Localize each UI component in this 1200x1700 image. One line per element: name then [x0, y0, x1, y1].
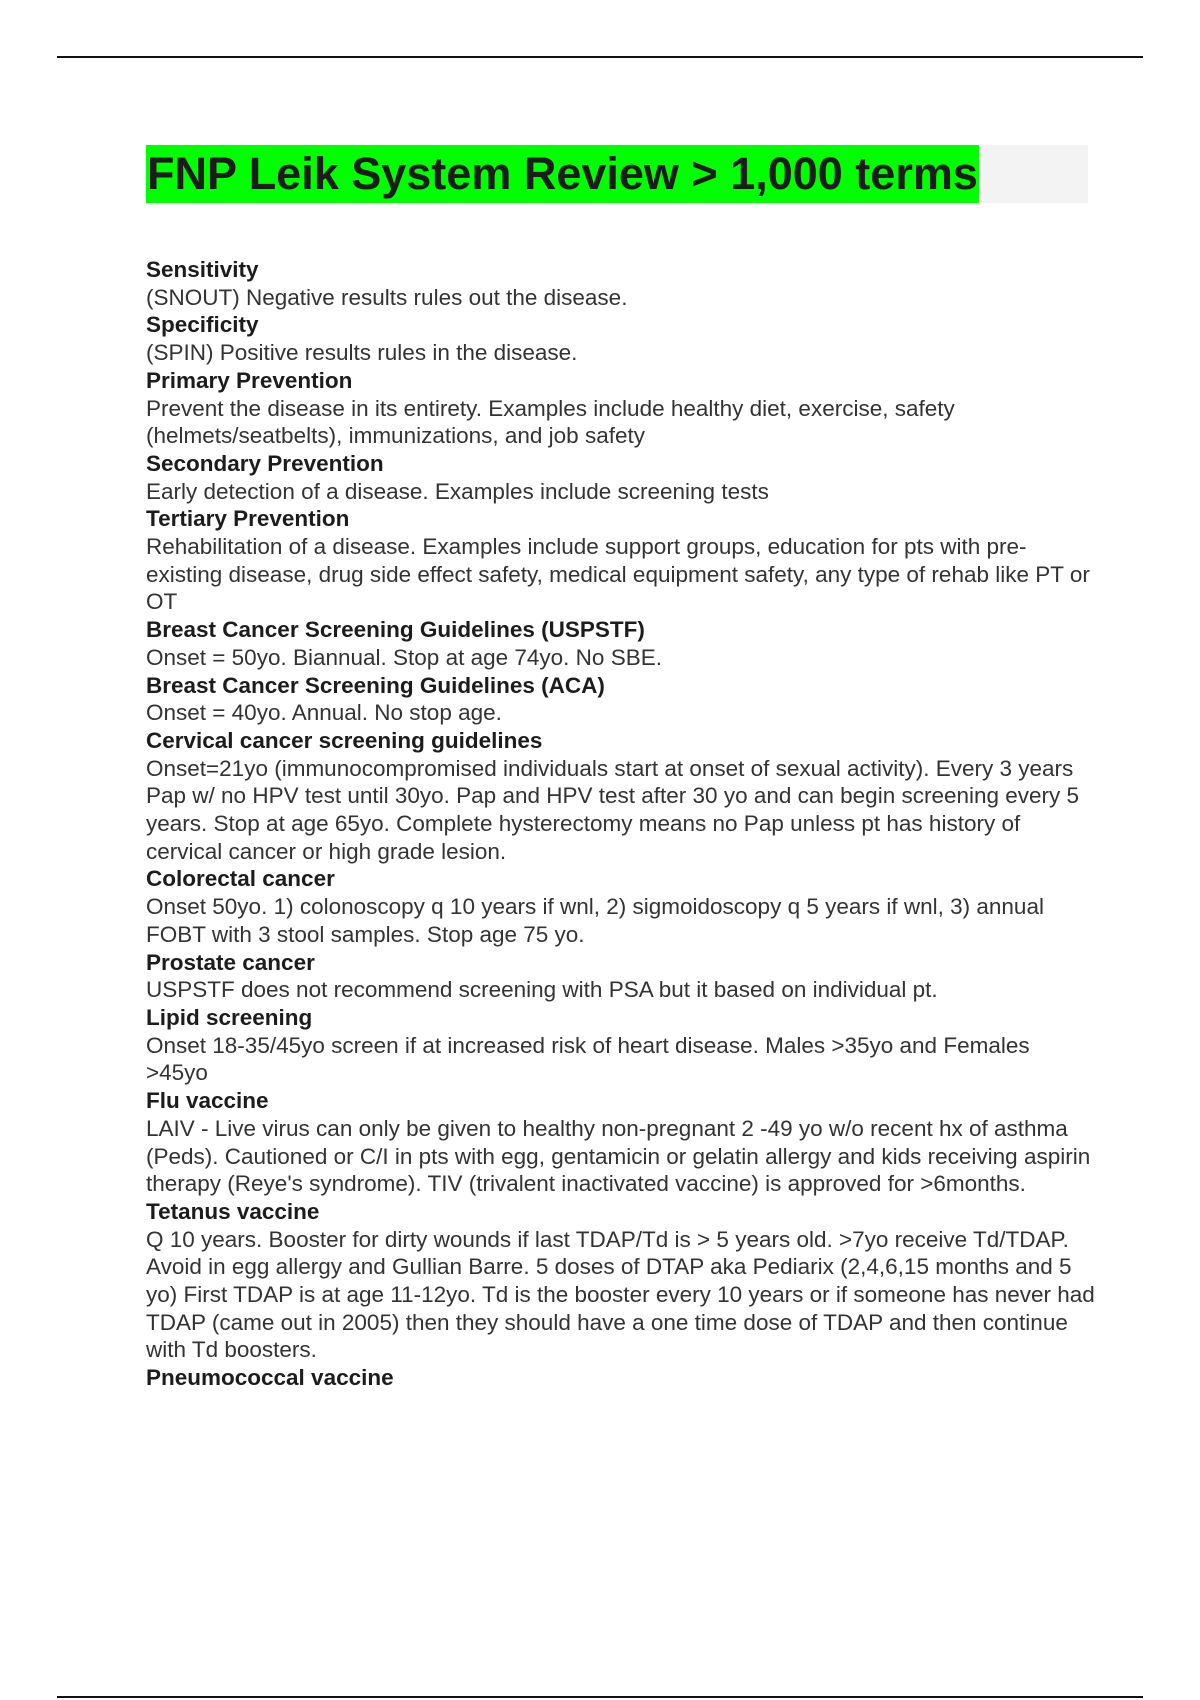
term-definition: (SNOUT) Negative results rules out the disease. [146, 284, 628, 310]
term-entry [146, 311, 1096, 366]
term-name: Specificity [146, 312, 259, 338]
term-entry [146, 865, 1096, 948]
title-bar [146, 145, 1088, 203]
term-entry [146, 450, 1096, 505]
term-name: Breast Cancer Screening Guidelines (ACA) [146, 672, 605, 698]
term-entry [146, 256, 1096, 311]
term-name: Pneumococcal vaccine [146, 1365, 394, 1391]
term-entry [146, 727, 1096, 866]
term-definition: Early detection of a disease. Examples include screening tests [146, 478, 769, 504]
term-name: Tertiary Prevention [146, 506, 350, 532]
term-name: Primary Prevention [146, 367, 353, 393]
term-name: Flu vaccine [146, 1088, 269, 1114]
term-name: Breast Cancer Screening Guidelines (USPSTF) [146, 617, 645, 643]
bottom-rule [57, 1696, 1143, 1698]
term-entry [146, 1004, 1096, 1087]
term-definition: Onset=21yo (immunocompromised individuals start at onset of sexual activity). Every 3 years Pap w/ no HPV test until 30yo. Pap and HPV test after 30 yo and can begin screening every 5 years. Stop at age 65yo. Complete hysterectomy means no Pap unless pt has history of cervical cancer or high grade lesion. [146, 755, 1080, 864]
term-definition: Onset 18-35/45yo screen if at increased risk of heart disease. Males >35yo and Females >45yo [146, 1032, 1030, 1086]
term-entry [146, 949, 1096, 1004]
term-entry [146, 616, 1096, 671]
top-rule [57, 56, 1143, 58]
term-name: Colorectal cancer [146, 866, 335, 892]
term-name: Tetanus vaccine [146, 1198, 320, 1224]
term-definition: Onset = 50yo. Biannual. Stop at age 74yo. No SBE. [146, 644, 662, 670]
terms-list [146, 256, 1096, 1392]
term-definition: (SPIN) Positive results rules in the disease. [146, 340, 578, 366]
term-definition: LAIV - Live virus can only be given to healthy non-pregnant 2 -49 yo w/o recent hx of asthma (Peds). Cautioned or C/I in pts with egg, gentamicin or gelatin allergy and kids receiving aspirin therapy (Reye's syndrome). TIV (trivalent inactivated vaccine) is approved for >6months. [146, 1115, 1091, 1197]
term-name: Lipid screening [146, 1004, 313, 1030]
term-entry [146, 1198, 1096, 1364]
term-entry [146, 367, 1096, 450]
term-definition: Q 10 years. Booster for dirty wounds if last TDAP/Td is > 5 years old. >7yo receive Td/TDAP. Avoid in egg allergy and Gullian Barre. 5 doses of DTAP aka Pediarix (2,4,6,15 months and 5 yo) First TDAP is at age 11-12yo. Td is the booster every 10 years or if someone has never had TDAP (came out in 2005) then they should have a one time dose of TDAP and then continue with Td boosters. [146, 1226, 1095, 1363]
term-entry [146, 672, 1096, 727]
document-title: FNP Leik System Review > 1,000 terms [146, 145, 979, 203]
term-definition: Prevent the disease in its entirety. Examples include healthy diet, exercise, safety (helmets/seatbelts), immunizations, and job safety [146, 395, 955, 449]
term-name: Cervical cancer screening guidelines [146, 727, 543, 753]
term-definition: Onset 50yo. 1) colonoscopy q 10 years if wnl, 2) sigmoidoscopy q 5 years if wnl, 3) annual FOBT with 3 stool samples. Stop age 75 yo. [146, 894, 1044, 947]
term-entry [146, 505, 1096, 616]
term-name: Sensitivity [146, 257, 259, 282]
term-entry [146, 1364, 1096, 1392]
term-name: Secondary Prevention [146, 450, 384, 476]
term-definition: Rehabilitation of a disease. Examples include support groups, education for pts with pre-existing disease, drug side effect safety, medical equipment safety, any type of rehab like PT or OT [146, 534, 1090, 615]
term-definition: USPSTF does not recommend screening with PSA but it based on individual pt. [146, 977, 938, 1003]
term-definition: Onset = 40yo. Annual. No stop age. [146, 700, 502, 726]
term-entry [146, 1087, 1096, 1198]
term-name: Prostate cancer [146, 949, 315, 975]
